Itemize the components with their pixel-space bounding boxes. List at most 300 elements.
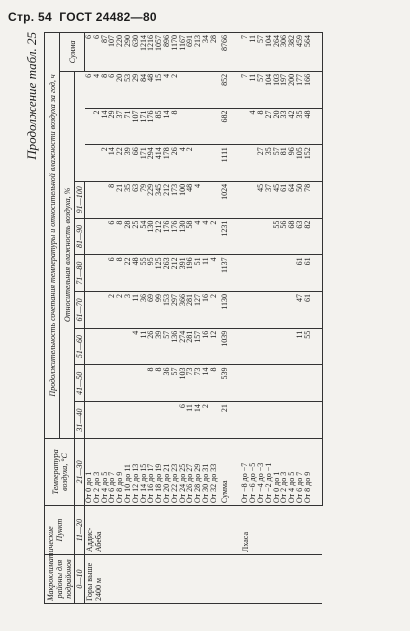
value-cell bbox=[241, 145, 249, 182]
value-cell: 2 bbox=[202, 402, 210, 439]
value-cell: 11 bbox=[296, 328, 304, 365]
row-total: 6 bbox=[93, 33, 101, 72]
row-total: 6 bbox=[85, 33, 93, 72]
row-total: 28 bbox=[210, 33, 218, 72]
value-cell: 391 bbox=[179, 255, 187, 292]
temperature-range: От 14 до 15 bbox=[140, 438, 148, 505]
value-cell: 84 bbox=[140, 71, 148, 108]
value-cell bbox=[288, 402, 296, 439]
value-cell: 57 bbox=[257, 71, 265, 108]
temperature-range: От −8 до −7 bbox=[241, 438, 249, 505]
value-cell: 11 bbox=[249, 71, 257, 108]
value-cell: 61 bbox=[304, 255, 312, 292]
humidity-range-header: 51—60 bbox=[75, 328, 85, 365]
value-cell bbox=[249, 402, 257, 439]
row-total: 220 bbox=[116, 33, 124, 72]
value-cell: 61 bbox=[280, 181, 288, 218]
value-cell: 33 bbox=[280, 108, 288, 145]
value-cell: 130 bbox=[179, 218, 187, 255]
value-cell: 6 bbox=[108, 255, 116, 292]
value-cell: 45 bbox=[257, 181, 265, 218]
value-cell: 171 bbox=[140, 108, 148, 145]
value-cell bbox=[93, 255, 101, 292]
value-cell bbox=[202, 181, 210, 218]
value-cell bbox=[280, 402, 288, 439]
value-cell bbox=[273, 292, 281, 329]
value-cell: 4 bbox=[179, 145, 187, 182]
value-cell: 29 bbox=[132, 71, 140, 108]
header-row-ranges bbox=[75, 33, 85, 604]
value-cell: 176 bbox=[147, 108, 155, 145]
temperature-range: От 8 до 9 bbox=[304, 438, 312, 505]
humidity-range-header: 71—80 bbox=[75, 255, 85, 292]
value-cell: 8 bbox=[210, 365, 218, 402]
value-cell bbox=[241, 255, 249, 292]
gap-cell bbox=[312, 181, 323, 218]
temperature-range: От 18 до 19 bbox=[155, 438, 163, 505]
value-cell: 6 bbox=[179, 402, 187, 439]
value-cell bbox=[280, 328, 288, 365]
value-cell: 157 bbox=[194, 328, 202, 365]
value-cell: 22 bbox=[116, 145, 124, 182]
row-total: 107 bbox=[108, 33, 116, 72]
value-cell bbox=[257, 292, 265, 329]
value-cell bbox=[85, 218, 93, 255]
value-cell: 39 bbox=[124, 145, 132, 182]
row-total: 1167 bbox=[179, 33, 187, 72]
value-cell bbox=[241, 328, 249, 365]
gap-cell bbox=[231, 108, 241, 145]
value-cell: 95 bbox=[147, 255, 155, 292]
temperature-range: От 2 до 3 bbox=[280, 438, 288, 505]
value-cell: 345 bbox=[155, 181, 163, 218]
value-cell bbox=[186, 71, 194, 108]
value-cell: 11 bbox=[186, 402, 194, 439]
value-cell: 212 bbox=[163, 181, 171, 218]
row-total: 630 bbox=[132, 33, 140, 72]
page-number: Стр. 54 ГОСТ 24482—80 bbox=[8, 10, 157, 24]
value-cell bbox=[265, 402, 273, 439]
value-cell: 8 bbox=[116, 255, 124, 292]
value-cell: 36 bbox=[140, 292, 148, 329]
value-cell bbox=[101, 328, 109, 365]
value-cell bbox=[93, 402, 101, 439]
row-total: 382 bbox=[288, 33, 296, 72]
sum-value: 21 bbox=[218, 402, 232, 439]
gap-cell bbox=[312, 438, 323, 505]
value-cell: 7 bbox=[241, 71, 249, 108]
value-cell bbox=[108, 328, 116, 365]
value-cell: 51 bbox=[194, 255, 202, 292]
value-cell: 14 bbox=[163, 108, 171, 145]
value-cell bbox=[265, 255, 273, 292]
sum-value: 1111 bbox=[218, 145, 232, 182]
value-cell: 297 bbox=[171, 292, 179, 329]
value-cell: 57 bbox=[163, 328, 171, 365]
sum-value: 682 bbox=[218, 108, 232, 145]
value-cell: 20 bbox=[116, 71, 124, 108]
humidity-range-header: 81—90 bbox=[75, 218, 85, 255]
value-cell: 37 bbox=[265, 181, 273, 218]
gap-cell bbox=[312, 292, 323, 329]
gap-cell bbox=[312, 108, 323, 145]
value-cell: 2 bbox=[210, 292, 218, 329]
sum-value: 539 bbox=[218, 365, 232, 402]
value-cell: 105 bbox=[296, 145, 304, 182]
value-cell bbox=[257, 402, 265, 439]
row-total: 87 bbox=[101, 33, 109, 72]
value-cell bbox=[257, 255, 265, 292]
value-cell bbox=[202, 71, 210, 108]
value-cell: 414 bbox=[155, 145, 163, 182]
value-cell: 61 bbox=[304, 292, 312, 329]
value-cell bbox=[194, 145, 202, 182]
row-total: 11 bbox=[249, 33, 257, 72]
gap-cell bbox=[231, 218, 241, 255]
value-cell bbox=[85, 365, 93, 402]
value-cell: 58 bbox=[186, 218, 194, 255]
value-cell: 177 bbox=[296, 71, 304, 108]
value-cell bbox=[147, 402, 155, 439]
value-cell: 281 bbox=[186, 328, 194, 365]
gap-cell bbox=[231, 402, 241, 439]
humidity-range-header: 31—40 bbox=[75, 402, 85, 439]
value-cell: 4 bbox=[210, 255, 218, 292]
value-cell: 136 bbox=[171, 328, 179, 365]
temperature-range: От 20 до 21 bbox=[163, 438, 171, 505]
value-cell: 42 bbox=[288, 108, 296, 145]
temperature-range: От 26 до 27 bbox=[186, 438, 194, 505]
row-total: 1216 bbox=[147, 33, 155, 72]
temperature-range: От 16 до 17 bbox=[147, 438, 155, 505]
value-cell bbox=[304, 365, 312, 402]
value-cell: 61 bbox=[296, 255, 304, 292]
value-cell: 229 bbox=[147, 181, 155, 218]
value-cell bbox=[93, 218, 101, 255]
value-cell: 11 bbox=[202, 255, 210, 292]
value-cell bbox=[85, 328, 93, 365]
value-cell bbox=[273, 255, 281, 292]
value-cell bbox=[241, 402, 249, 439]
value-cell: 2 bbox=[116, 292, 124, 329]
value-cell bbox=[257, 365, 265, 402]
value-cell: 26 bbox=[147, 328, 155, 365]
value-cell: 35 bbox=[124, 181, 132, 218]
value-cell: 79 bbox=[140, 181, 148, 218]
grand-total: 8766 bbox=[218, 33, 232, 72]
value-cell: 57 bbox=[273, 145, 281, 182]
row-total: 290 bbox=[124, 33, 132, 72]
value-cell: 14 bbox=[202, 365, 210, 402]
value-cell bbox=[101, 402, 109, 439]
value-cell: 196 bbox=[186, 255, 194, 292]
temperature-range: От 0 до 1 bbox=[85, 438, 93, 505]
value-cell: 130 bbox=[147, 218, 155, 255]
value-cell bbox=[116, 402, 124, 439]
value-cell bbox=[210, 181, 218, 218]
value-cell: 103 bbox=[273, 71, 281, 108]
gap-cell bbox=[312, 328, 323, 365]
point-name: Лхаса bbox=[241, 506, 322, 555]
humidity-range-header: 0—10 bbox=[75, 555, 85, 604]
value-cell: 57 bbox=[171, 365, 179, 402]
value-cell: 48 bbox=[132, 255, 140, 292]
gap-cell bbox=[231, 328, 241, 365]
temperature-range: От 6 до 7 bbox=[108, 438, 116, 505]
value-cell: 2 bbox=[171, 71, 179, 108]
gap-cell bbox=[231, 181, 241, 218]
temperature-range: От 22 до 23 bbox=[171, 438, 179, 505]
temperature-range: От 24 до 25 bbox=[179, 438, 187, 505]
value-cell: 4 bbox=[194, 181, 202, 218]
header-temperature: Температура воздуха, °С bbox=[45, 438, 75, 505]
value-cell: 107 bbox=[132, 108, 140, 145]
value-cell bbox=[249, 255, 257, 292]
value-cell: 171 bbox=[140, 145, 148, 182]
value-cell bbox=[179, 108, 187, 145]
value-cell: 152 bbox=[304, 145, 312, 182]
value-cell bbox=[257, 218, 265, 255]
value-cell: 48 bbox=[186, 181, 194, 218]
sum-value: 1039 bbox=[218, 328, 232, 365]
value-cell: 39 bbox=[155, 328, 163, 365]
gap-cell bbox=[312, 255, 323, 292]
value-cell: 153 bbox=[163, 292, 171, 329]
row-total: 459 bbox=[296, 33, 304, 72]
value-cell: 4 bbox=[132, 328, 140, 365]
humidity-range-header: 21—30 bbox=[75, 438, 85, 505]
value-cell bbox=[93, 292, 101, 329]
humidity-range-header: 61—70 bbox=[75, 292, 85, 329]
value-cell: 11 bbox=[132, 292, 140, 329]
value-cell: 20 bbox=[273, 108, 281, 145]
value-cell: 48 bbox=[304, 108, 312, 145]
sum-value: 1137 bbox=[218, 255, 232, 292]
value-cell: 127 bbox=[194, 292, 202, 329]
value-cell: 4 bbox=[93, 71, 101, 108]
value-cell: 96 bbox=[288, 145, 296, 182]
value-cell: 2 bbox=[108, 292, 116, 329]
sum-value: 1130 bbox=[218, 292, 232, 329]
value-cell: 125 bbox=[155, 255, 163, 292]
value-cell bbox=[280, 365, 288, 402]
humidity-range-header: 91—100 bbox=[75, 181, 85, 218]
value-cell: 16 bbox=[202, 292, 210, 329]
value-cell bbox=[93, 181, 101, 218]
value-cell: 15 bbox=[155, 71, 163, 108]
value-cell bbox=[296, 402, 304, 439]
header-total: Сумма bbox=[60, 33, 85, 72]
value-cell bbox=[241, 181, 249, 218]
row-total: 691 bbox=[186, 33, 194, 72]
gap-cell bbox=[312, 33, 323, 72]
value-cell bbox=[249, 328, 257, 365]
value-cell: 103 bbox=[179, 365, 187, 402]
gap-cell bbox=[231, 145, 241, 182]
value-cell bbox=[85, 402, 93, 439]
value-cell: 8 bbox=[116, 218, 124, 255]
value-cell: 6 bbox=[85, 71, 93, 108]
value-cell: 54 bbox=[140, 218, 148, 255]
value-cell bbox=[249, 218, 257, 255]
page-header bbox=[8, 10, 402, 30]
gap-cell bbox=[231, 292, 241, 329]
climate-table bbox=[44, 32, 323, 604]
header-duration-group: Продолжительность сочетания температуры и относительной влажности воздуха за год, ч bbox=[45, 33, 60, 439]
temperature-range: От 28 до 29 bbox=[194, 438, 202, 505]
value-cell: 68 bbox=[288, 218, 296, 255]
value-cell bbox=[194, 108, 202, 145]
gap-cell bbox=[312, 145, 323, 182]
value-cell: 2 bbox=[186, 145, 194, 182]
point-name: Аддис-Абеба bbox=[85, 506, 242, 555]
row-total: 896 bbox=[163, 33, 171, 72]
value-cell bbox=[93, 365, 101, 402]
value-cell bbox=[210, 71, 218, 108]
value-cell: 37 bbox=[116, 108, 124, 145]
row-total: 264 bbox=[273, 33, 281, 72]
row-total: 564 bbox=[304, 33, 312, 72]
value-cell bbox=[241, 218, 249, 255]
gap-cell bbox=[231, 255, 241, 292]
value-cell: 4 bbox=[194, 218, 202, 255]
row-total: 306 bbox=[280, 33, 288, 72]
temperature-range: От 4 до 5 bbox=[101, 438, 109, 505]
value-cell bbox=[202, 145, 210, 182]
value-cell bbox=[249, 292, 257, 329]
temperature-range: От 30 до 31 bbox=[202, 438, 210, 505]
table-continuation-caption: Продолжение табл. 25 bbox=[24, 32, 39, 160]
value-cell: 8 bbox=[257, 108, 265, 145]
value-cell: 25 bbox=[132, 218, 140, 255]
value-cell: 281 bbox=[186, 292, 194, 329]
value-cell: 45 bbox=[273, 181, 281, 218]
value-cell: 69 bbox=[147, 292, 155, 329]
value-cell: 176 bbox=[163, 218, 171, 255]
value-cell: 16 bbox=[202, 328, 210, 365]
sum-value: 852 bbox=[218, 71, 232, 108]
value-cell: 8 bbox=[108, 181, 116, 218]
value-cell bbox=[108, 402, 116, 439]
value-cell bbox=[124, 402, 132, 439]
value-cell: 2 bbox=[101, 145, 109, 182]
sum-label: Сумма bbox=[218, 438, 232, 505]
value-cell: 81 bbox=[280, 145, 288, 182]
gap-cell bbox=[231, 365, 241, 402]
value-cell bbox=[85, 292, 93, 329]
temperature-range: От 4 до 5 bbox=[288, 438, 296, 505]
row-total: 1170 bbox=[171, 33, 179, 72]
value-cell: 22 bbox=[124, 255, 132, 292]
value-cell: 8 bbox=[171, 108, 179, 145]
table-row bbox=[241, 33, 249, 604]
gap-cell bbox=[312, 402, 323, 439]
temperature-range: От 12 до 13 bbox=[132, 438, 140, 505]
temperature-range: От 8 до 9 bbox=[116, 438, 124, 505]
value-cell bbox=[257, 328, 265, 365]
value-cell: 55 bbox=[273, 218, 281, 255]
value-cell bbox=[116, 365, 124, 402]
value-cell: 21 bbox=[116, 181, 124, 218]
value-cell: 8 bbox=[101, 71, 109, 108]
value-cell bbox=[194, 71, 202, 108]
value-cell bbox=[210, 145, 218, 182]
temperature-range: От 2 до 3 bbox=[93, 438, 101, 505]
value-cell bbox=[179, 71, 187, 108]
row-total: 104 bbox=[265, 33, 273, 72]
value-cell: 6 bbox=[108, 218, 116, 255]
value-cell bbox=[85, 181, 93, 218]
value-cell: 36 bbox=[163, 365, 171, 402]
value-cell: 28 bbox=[124, 218, 132, 255]
value-cell: 173 bbox=[171, 181, 179, 218]
value-cell: 66 bbox=[132, 145, 140, 182]
value-cell bbox=[280, 255, 288, 292]
value-cell: 50 bbox=[296, 181, 304, 218]
value-cell: 85 bbox=[155, 108, 163, 145]
value-cell bbox=[273, 365, 281, 402]
value-cell bbox=[163, 402, 171, 439]
value-cell: 99 bbox=[155, 292, 163, 329]
value-cell: 29 bbox=[108, 108, 116, 145]
value-cell bbox=[241, 292, 249, 329]
temperature-range: От 10 до 11 bbox=[124, 438, 132, 505]
value-cell bbox=[265, 365, 273, 402]
value-cell: 4 bbox=[249, 108, 257, 145]
value-cell: 2 bbox=[93, 108, 101, 145]
rotated-table-page bbox=[24, 32, 400, 604]
value-cell: 55 bbox=[304, 328, 312, 365]
value-cell bbox=[296, 365, 304, 402]
value-cell: 212 bbox=[155, 218, 163, 255]
value-cell: 274 bbox=[179, 328, 187, 365]
document-code: ГОСТ 24482—80 bbox=[59, 10, 157, 24]
row-total: 34 bbox=[202, 33, 210, 72]
row-total: 1214 bbox=[140, 33, 148, 72]
value-cell: 3 bbox=[124, 292, 132, 329]
value-cell: 73 bbox=[194, 365, 202, 402]
zone-cell: Горы выше 2400 м bbox=[85, 555, 323, 604]
value-cell: 8 bbox=[147, 365, 155, 402]
value-cell bbox=[265, 292, 273, 329]
value-cell: 104 bbox=[265, 71, 273, 108]
row-total: 1057 bbox=[155, 33, 163, 72]
value-cell: 78 bbox=[304, 181, 312, 218]
value-cell bbox=[186, 108, 194, 145]
value-cell: 294 bbox=[147, 145, 155, 182]
value-cell: 53 bbox=[124, 71, 132, 108]
value-cell: 47 bbox=[296, 292, 304, 329]
table-row bbox=[85, 33, 93, 604]
value-cell bbox=[273, 328, 281, 365]
value-cell: 263 bbox=[163, 255, 171, 292]
header-row-group bbox=[45, 33, 60, 604]
value-cell: 12 bbox=[210, 328, 218, 365]
value-cell bbox=[210, 108, 218, 145]
gap-cell bbox=[312, 365, 323, 402]
value-cell: 27 bbox=[257, 145, 265, 182]
row-total: 213 bbox=[194, 33, 202, 72]
value-cell: 197 bbox=[280, 71, 288, 108]
header-zone: Макроклиматические районы для подрайонов bbox=[45, 555, 75, 604]
temperature-range: От 32 до 33 bbox=[210, 438, 218, 505]
humidity-range-header: 11—20 bbox=[75, 506, 85, 555]
value-cell: 14 bbox=[101, 108, 109, 145]
value-cell: 366 bbox=[179, 292, 187, 329]
value-cell bbox=[202, 108, 210, 145]
gap-cell bbox=[312, 218, 323, 255]
value-cell bbox=[140, 402, 148, 439]
